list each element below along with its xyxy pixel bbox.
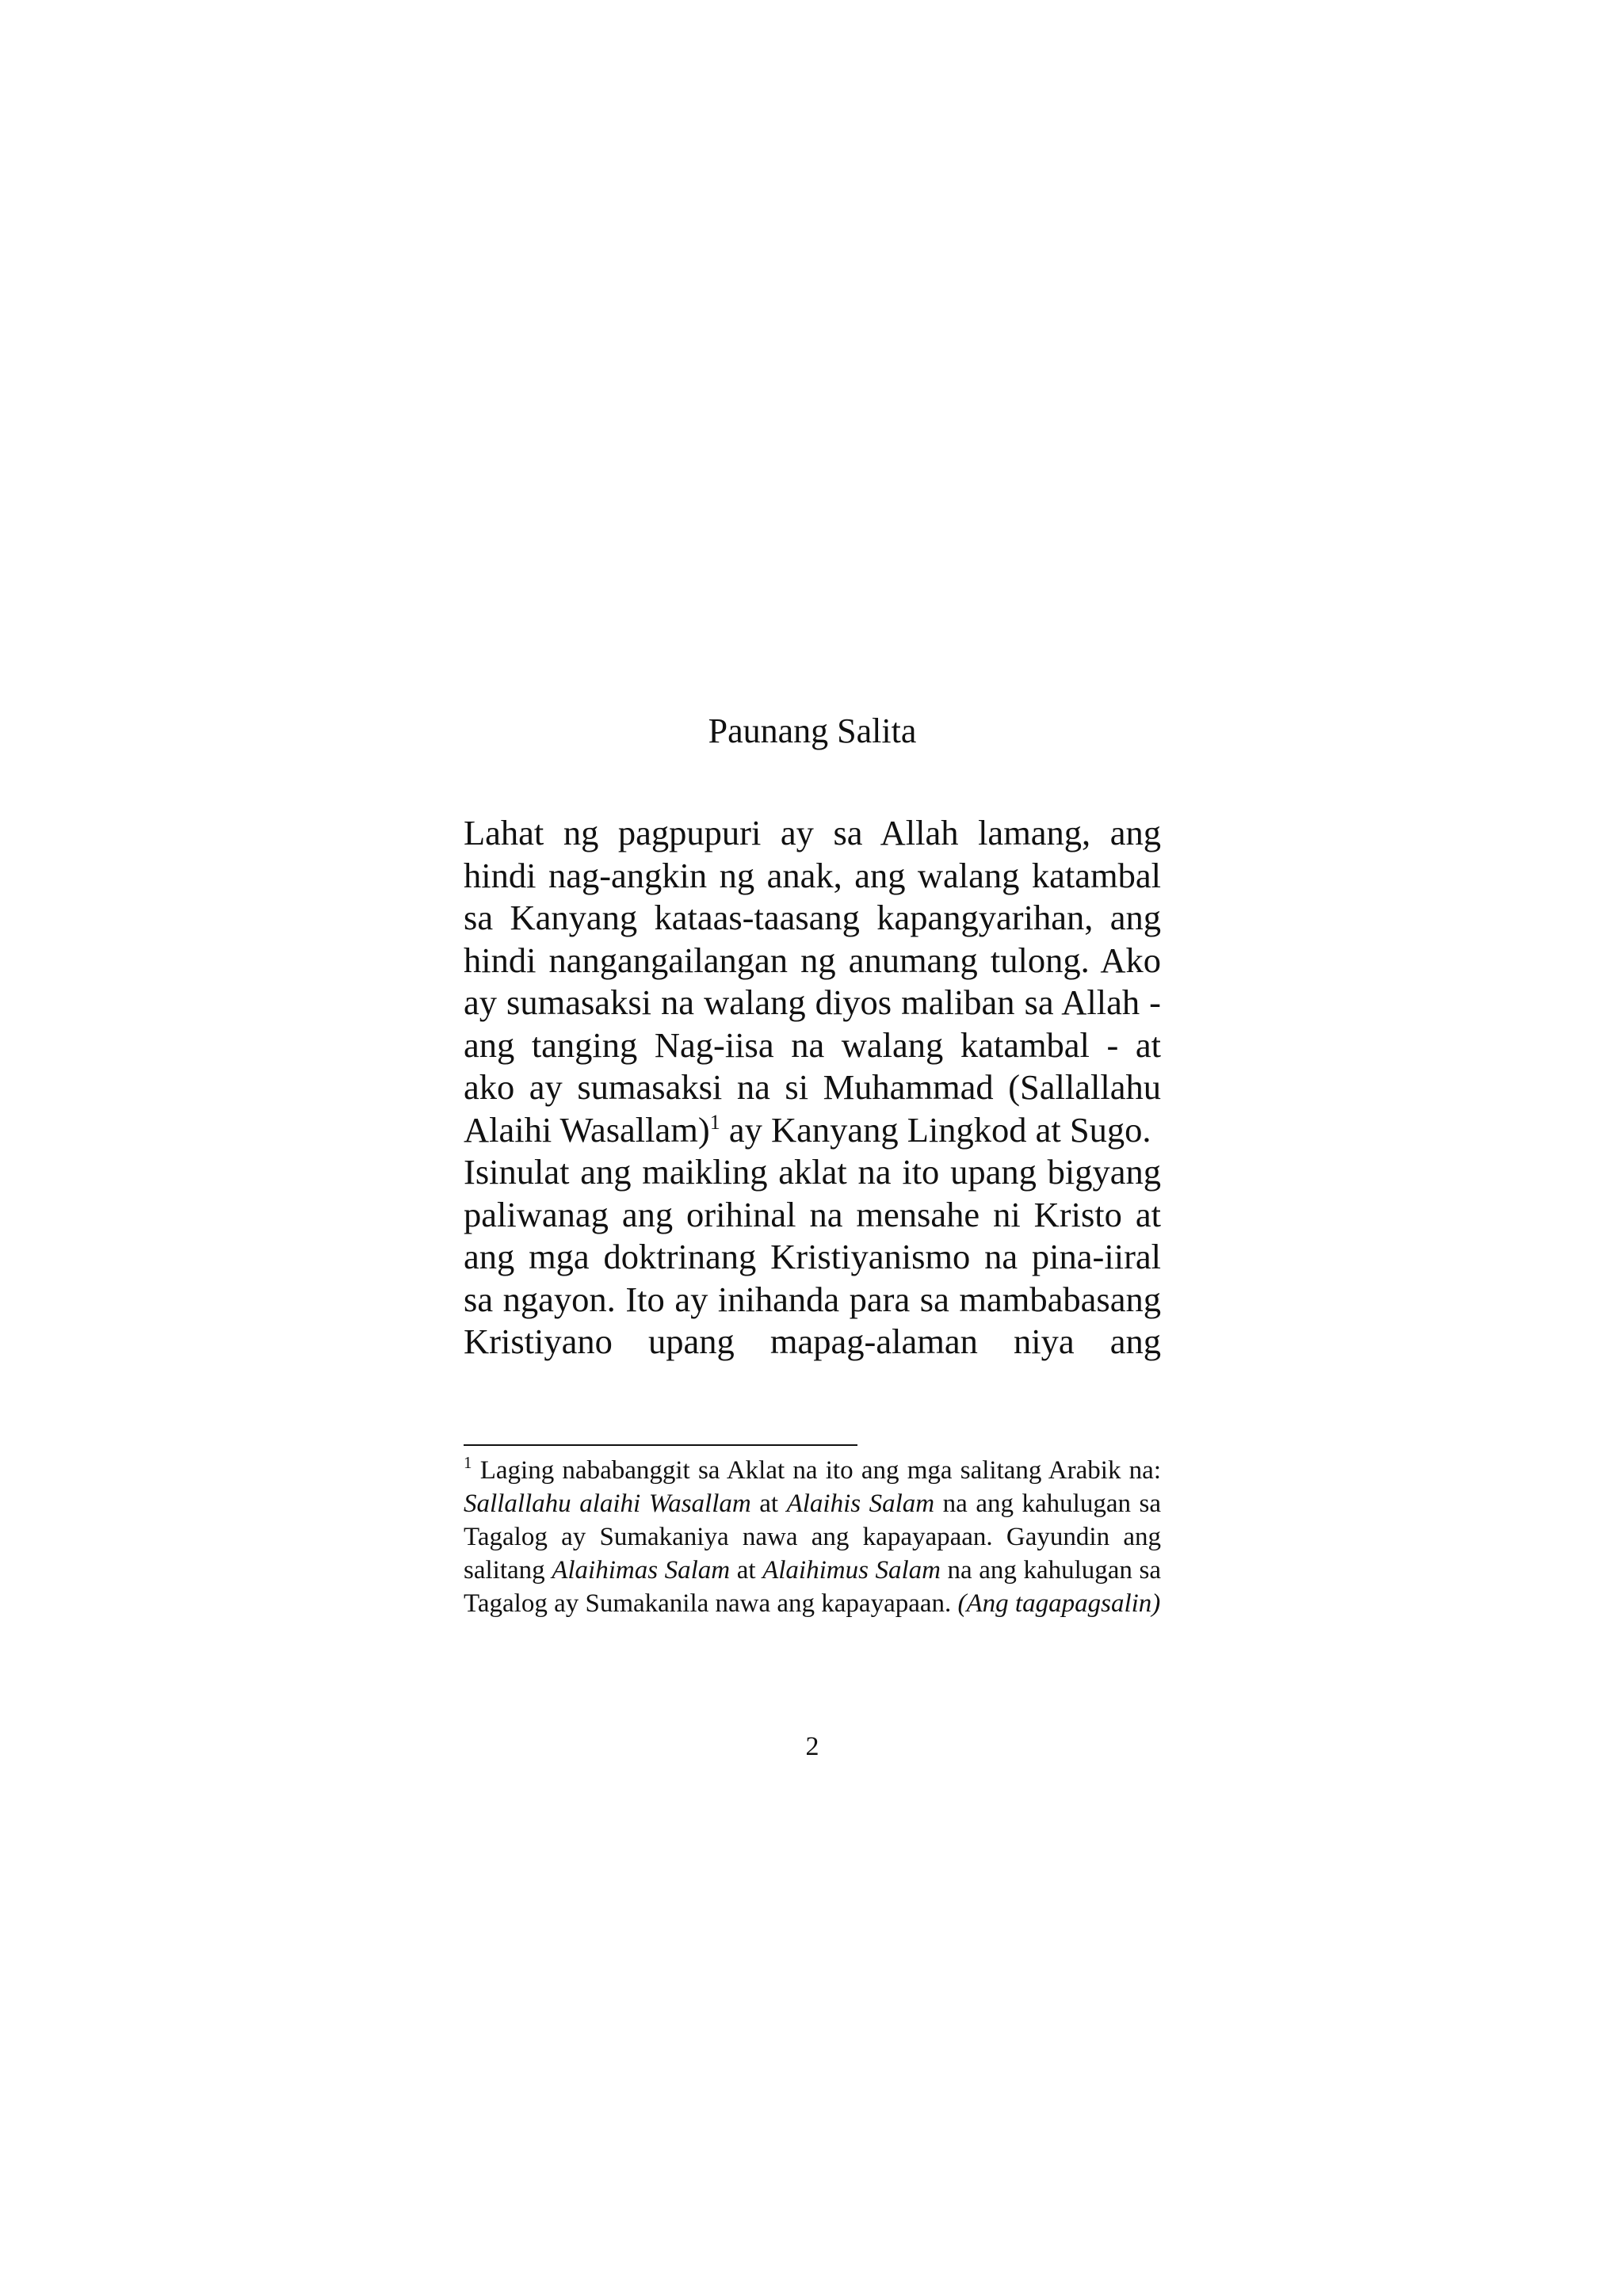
- paragraph-1: [464, 812, 1161, 1151]
- footnote-mark: 1: [464, 1453, 472, 1472]
- footnote-term-2: Alaihis Salam: [786, 1489, 935, 1518]
- paragraph-1-ending: ay Kanyang Lingkod at Sugo.: [720, 1109, 1151, 1150]
- footnote-text-4: at: [730, 1556, 763, 1585]
- page-title: Paunang Salita: [708, 711, 917, 750]
- footnote-text-3: na ang kahulugan sa Tagalog ay Sumakaniya nawa ang kapayapaan. Gayundin ang salitang: [464, 1489, 1161, 1585]
- footnote: [464, 1454, 1161, 1620]
- page-number: 2: [805, 1732, 819, 1761]
- footnote-term-4: Alaihimus Salam: [762, 1556, 941, 1585]
- footnote-term-1: Sallallahu alaihi Wasallam: [464, 1489, 751, 1518]
- footnote-divider: [464, 1444, 857, 1446]
- footnote-text-2: at: [750, 1489, 787, 1518]
- footnote-reference: 1: [709, 1110, 720, 1134]
- paragraph-1-text: Lahat ng pagpupuri ay sa Allah lamang, ang hindi nag-angkin ng anak, ang walang katambal sa Kanyang kataas-taasang kapangyarihan, ang hindi nangangailangan ng anumang tulong. Ako ay sumasaksi na walang diyos maliban sa Allah - ang tanging Nag-iisa na walang katambal - at ako ay sumasaksi na si Muhammad (Sallallahu Alaihi Wasallam): [464, 813, 1161, 1150]
- footnote-text-5: na ang kahulugan sa Tagalog ay Sumakanila nawa ang kapayapaan.: [464, 1556, 1161, 1618]
- body-text: [464, 812, 1161, 1363]
- footnote-translator-note: (Ang tagapagsalin): [957, 1589, 1161, 1618]
- footnote-term-3: Alaihimas Salam: [552, 1556, 731, 1585]
- paragraph-2: Isinulat ang maikling aklat na ito upang bigyang paliwanag ang orihinal na mensahe ni Kristo at ang mga doktrinang Kristiyanismo na pina-iiral sa ngayon. Ito ay inihanda para sa mambabasang Kristiyano upang mapag-alaman niya ang: [464, 1152, 1161, 1361]
- footnote-text-1: Laging nababanggit sa Aklat na ito ang mga salitang Arabik na:: [472, 1456, 1161, 1485]
